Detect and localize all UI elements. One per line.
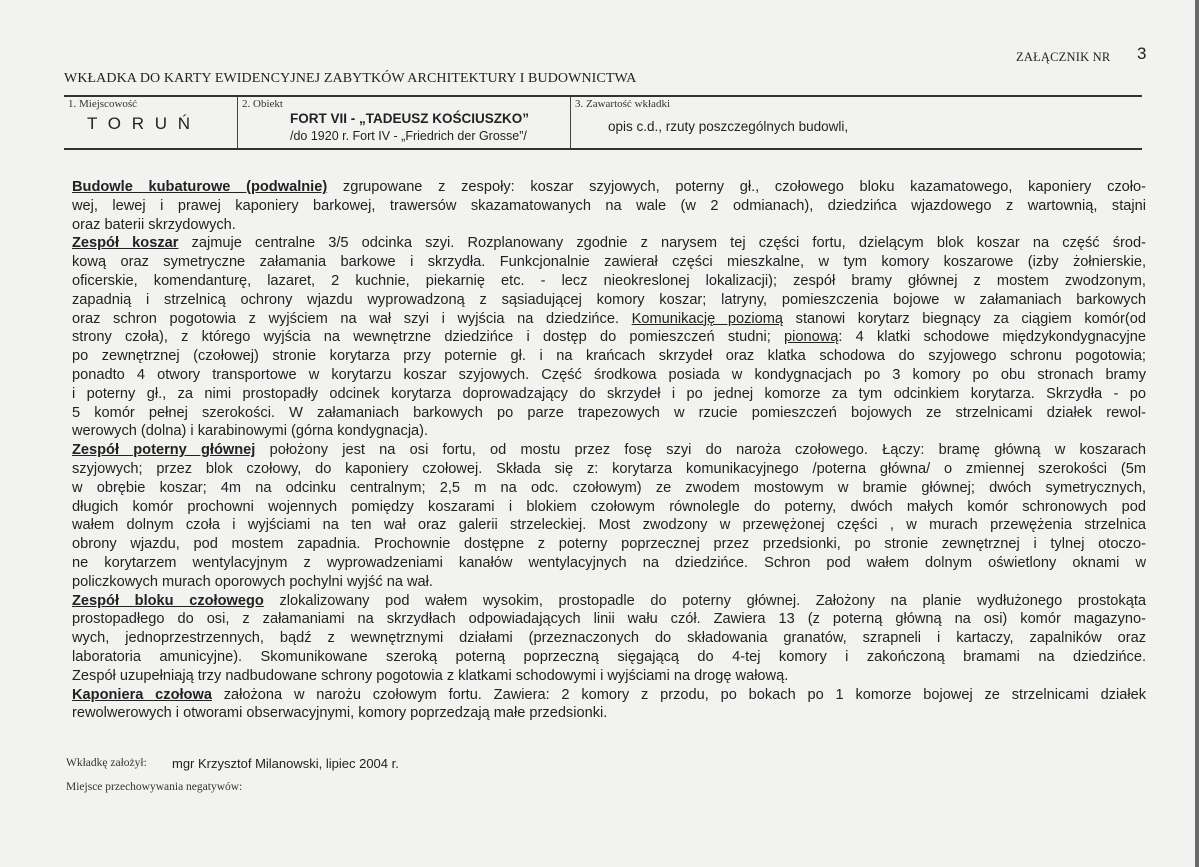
text-line <box>72 573 1146 592</box>
text-line <box>72 592 1146 611</box>
text-line <box>72 234 1146 253</box>
text-line <box>72 498 1146 517</box>
text-line <box>72 686 1146 705</box>
section-heading: Zespół bloku czołowego <box>72 592 264 609</box>
text-line <box>72 629 1146 648</box>
paragraph <box>72 234 1146 441</box>
text-line <box>72 291 1146 310</box>
paragraph <box>72 592 1146 686</box>
description-body <box>72 178 1146 723</box>
text-segment: i poterny gł., za nimi prostopadły odcinek korytarza doprowadzający do skrzydeł i po jednej komorze za tym odcinkiem korytarza. Skrzydła - po <box>72 385 1146 402</box>
text-line <box>72 460 1146 479</box>
section-heading: Budowle kubaturowe (podwalnie) <box>72 179 328 195</box>
object-name: FORT VII - „TADEUSZ KOŚCIUSZKO” <box>290 111 529 126</box>
contents-value: opis c.d., rzuty poszczególnych budowli, <box>608 119 849 134</box>
text-line <box>72 272 1146 291</box>
text-segment: ne korytarzem wentylacyjnym z wyprowadzeniami kanałów wentylacyjnych na dziedzińce. Schron pod wałem dolnym oświetlony oknami w <box>72 554 1146 571</box>
text-line <box>72 535 1146 554</box>
contents-field <box>570 97 1143 148</box>
text-segment: szyjowych; przez blok czołowy, do kaponiery czołowej. Składa się z: korytarza komunikacyjnego /poterna główna/ o zmiennej szerokości (5m <box>72 460 1146 477</box>
section-heading: Zespół koszar <box>72 235 179 252</box>
text-segment: założona w narożu czołowym fortu. Zawiera: 2 komory z przodu, po bokach po 1 komorze bojowej ze strzelnicami działek <box>211 686 1146 703</box>
text-segment: oraz schron pogotowia z wyjściem na wał szyi i wyjścia na dziedzińce. <box>72 310 632 327</box>
text-segment: strony czoła), z którego wyjścia na wewnętrzne dziedzińce i dostęp do pomieszczeń studni; <box>72 329 785 346</box>
text-line <box>72 328 1146 347</box>
text-line <box>72 366 1146 385</box>
locality-value: T O R U Ń <box>87 114 194 133</box>
underlined-term: pionową <box>784 329 839 346</box>
paragraph <box>72 441 1146 591</box>
object-field <box>237 97 571 148</box>
object-label: 2. Obiekt <box>242 98 283 110</box>
text-segment: laboratoria amunicyjne). Skomunikowane szeroką poterną poprzeczną sięgającą do 4-tej komory i zakończoną bramami na dziedzińce. <box>72 648 1146 665</box>
text-line <box>72 441 1146 460</box>
text-segment: wych, jednoprzestrzennych, bądź z wewnętrznymi działami (przeznaczonych do składowania granatów, szrapneli i kartaczy, zapalników oraz <box>72 630 1146 647</box>
text-segment: 5 komór pełnej szerokości. W załamaniach barkowych po parze trapezowych w rzucie pomieszczeń bojowych ze strzelnicami działek rewol- <box>72 404 1146 421</box>
text-line <box>72 610 1146 629</box>
author-value: mgr Krzysztof Milanowski, lipiec 2004 r. <box>172 756 399 771</box>
text-segment: ponadto 4 otwory transportowe w korytarzu koszar szyjowych. Część środkowa posiada w kondygnacjach po 3 komory po obu stronach bramy <box>72 366 1146 383</box>
text-segment: obrony wjazdu, pod mostem zapadnia. Prochownie dostępne z poterny poprzecznej przez przedsionki, po stronie zewnętrznej i tylnej otoczo- <box>72 536 1146 553</box>
text-segment: zajmuje centralne 3/5 odcinka szyi. Rozplanowany zgodnie z narysem tej części fortu, dzielącym blok koszar na część środ- <box>178 235 1147 252</box>
text-segment: długich komór prochowni wojennych pomiędzy koszarami i blokiem czołowym równolegle do poterny, dwóch małych komór schronowych pod <box>72 498 1146 515</box>
text-segment: kową oraz symetryczne załamania barkowe i skrzydła. Funkcjonalnie zawierał części mieszkalne, w tym komory koszarowe (izby żołnierskie, <box>72 254 1146 271</box>
text-line <box>72 422 1146 441</box>
object-former-name: /do 1920 r. Fort IV - „Friedrich der Grosse”/ <box>290 129 527 143</box>
text-segment: stanowi korytarz biegnący za ciągiem komór(od <box>783 310 1146 327</box>
document-title: WKŁADKA DO KARTY EWIDENCYJNEJ ZABYTKÓW ARCHITEKTURY I BUDOWNICTWA <box>64 71 637 86</box>
locality-label: 1. Miejscowość <box>68 98 138 110</box>
text-line <box>72 704 1146 723</box>
text-line <box>72 178 1146 197</box>
text-segment: zlokalizowany pod wałem wysokim, prostopadle do poterny głównej. Założony na planie wydłużonego prostokąta <box>263 592 1147 609</box>
paragraph <box>72 178 1146 234</box>
text-segment: w obrębie koszar; 4m na odcinku centralnym; 2,5 m na odc. czołowym) ze zwodem mostowym w bramie głównej; dwóch symetrycznych, <box>72 479 1146 496</box>
text-segment: wałem dolnym czoła i wyjściami na ten wał oraz galerii strzeleckiej. Most zwodzony w przewężonej części , w murach przewężenia strzelnica <box>72 517 1146 534</box>
text-segment: wej, lewej i prawej kaponiery barkowej, trawersów skazamatowanych na wale (w 2 odmianach), dziedzińca wjazdowego z wartownią, stajni <box>72 197 1146 214</box>
paragraph <box>72 686 1146 724</box>
text-segment: po zewnętrznej (czołowej) stronie korytarza przy poternie gł. i na krańcach skrzydeł oraz klatka schodowa do szyjowego schronu pogotowia; <box>72 348 1146 365</box>
text-line <box>72 404 1146 423</box>
text-segment: : 4 klatki schodowe międzykondygnacyjne <box>838 329 1146 346</box>
text-segment: położony jest na osi fortu, od mostu przez fosę szyi do naroża czołowego. Łączy: bramę główną w koszarach <box>255 442 1146 459</box>
text-segment: prostopadłego do osi, z załamaniami na skrzydłach odpowiadających linii wału czół. Zawiera 13 (z poterną główną na osi) komór magazyno- <box>72 611 1146 628</box>
text-line <box>72 516 1146 535</box>
text-segment: zgrupowane z zespoły: koszar szyjowych, poterny gł., czołowego bloku kazamatowego, kaponiery czoło- <box>327 179 1146 195</box>
text-segment: oraz baterii skrzydowych. <box>72 216 236 233</box>
text-line <box>72 253 1146 272</box>
annex-label: ZAŁĄCZNIK NR <box>1016 50 1111 64</box>
text-line <box>72 385 1146 404</box>
text-segment: Zespół uzupełniają trzy nadbudowane schrony pogotowia z klatkami schodowymi i wyjściami na drogę wałową. <box>72 667 789 684</box>
author-label: Wkładkę założył: <box>66 757 147 769</box>
text-line <box>72 197 1146 216</box>
text-segment: oficerskie, komendanturę, lazaret, 2 kuchnie, piekarnię etc. - lecz nieokreslonej lokalizacji); zespół bramy głównej z mostem zwodzonym, <box>72 272 1146 289</box>
text-line <box>72 648 1146 667</box>
text-line <box>72 554 1146 573</box>
negatives-storage-label: Miejsce przechowywania negatywów: <box>66 781 243 793</box>
text-line <box>72 347 1146 366</box>
text-line <box>72 479 1146 498</box>
contents-label: 3. Zawartość wkładki <box>575 98 670 110</box>
text-segment: werowych (dolna) i karabinowymi (górna kondygnacja). <box>72 423 429 440</box>
section-heading: Zespół poterny głównej <box>72 442 256 459</box>
scan-edge <box>1195 0 1199 867</box>
header-rule-bottom <box>64 148 1142 150</box>
text-segment: rewolwerowych i otworami obserwacyjnymi, komory poprzedzają małe przedsionki. <box>72 705 608 722</box>
underlined-term: Komunikację poziomą <box>631 310 784 327</box>
text-line <box>72 310 1146 329</box>
text-line <box>72 216 1146 235</box>
locality-field <box>64 97 237 148</box>
text-line <box>72 667 1146 686</box>
section-heading: Kaponiera czołowa <box>72 686 212 703</box>
text-segment: zapadnią i strzelnicą ochrony wjazdu wyprowadzoną z sąsiadującej komory koszar; latryny, pomieszczenia bojowe w załamaniach barkowych <box>72 291 1146 308</box>
annex-number: 3 <box>1137 44 1147 63</box>
text-segment: policzkowych murach oporowych pochylni wyjść na wał. <box>72 573 433 590</box>
